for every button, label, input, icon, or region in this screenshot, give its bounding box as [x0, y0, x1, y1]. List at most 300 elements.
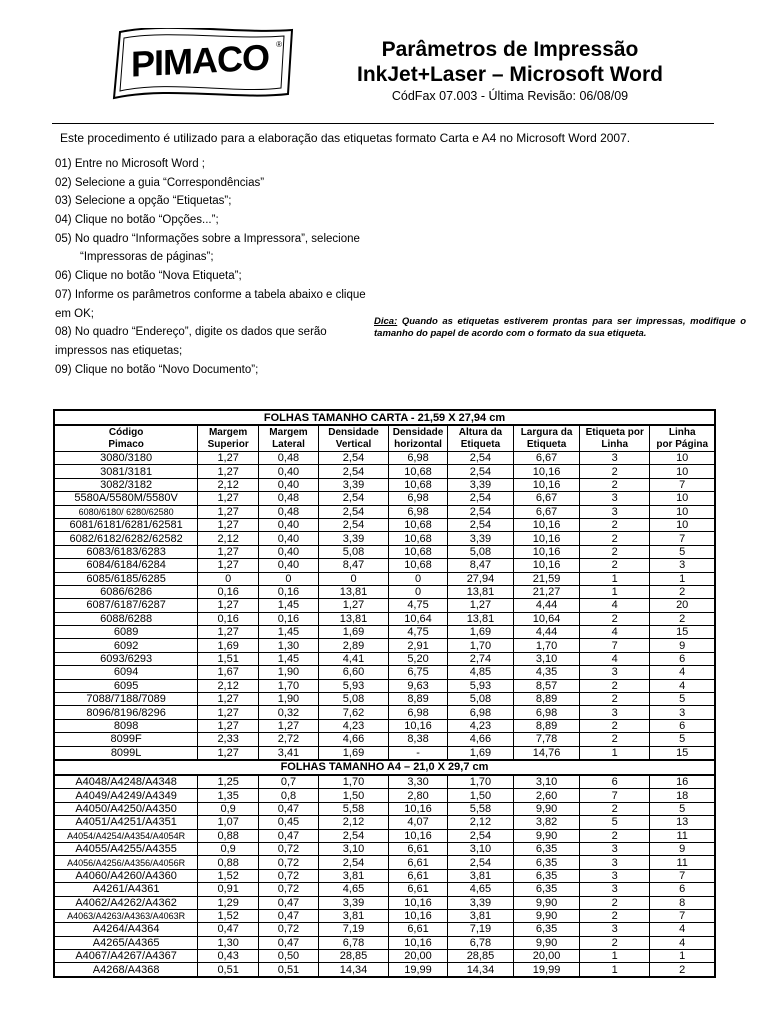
table-cell: 2,12 [198, 679, 259, 692]
table-cell: 0,48 [259, 452, 319, 465]
table-cell: 0,50 [259, 950, 319, 963]
table-cell: 0,47 [259, 936, 319, 949]
label-code-cell: A4060/A4260/A4360 [54, 869, 198, 882]
table-cell: 7 [580, 789, 650, 802]
tip-text: Quando as etiquetas estiverem prontas para ser impressas, modifique o tamanho do papel de acordo com o formato da sua etiqueta. [374, 316, 746, 339]
table-cell: 10,16 [514, 465, 580, 478]
table-cell: 2 [580, 693, 650, 706]
table-cell: 15 [650, 746, 715, 760]
table-row [54, 963, 715, 977]
table-row [54, 639, 715, 652]
table-cell: 2,54 [447, 829, 513, 842]
table-cell: 6,67 [514, 492, 580, 505]
table-row [54, 465, 715, 478]
table-cell: 7,62 [318, 706, 388, 719]
step-item: 02) Selecione a guia “Correspondências” [55, 176, 265, 189]
table-cell: 3,30 [389, 775, 448, 789]
table-row [54, 585, 715, 598]
label-code-cell: 6083/6183/6283 [54, 545, 198, 558]
table-cell: 3,39 [447, 896, 513, 909]
table-cell: 5,08 [318, 545, 388, 558]
table-cell: 10,16 [514, 478, 580, 491]
label-code-cell: A4265/A4365 [54, 936, 198, 949]
table-cell: 0,91 [198, 883, 259, 896]
table-cell: 0,8 [259, 789, 319, 802]
label-code-cell: A4062/A4262/A4362 [54, 896, 198, 909]
label-code-cell: 3082/3182 [54, 478, 198, 491]
table-cell: 10,16 [389, 909, 448, 922]
table-cell: 6,35 [514, 883, 580, 896]
table-cell: 1,27 [198, 545, 259, 558]
table-cell: 4,66 [447, 733, 513, 746]
table-cell: 6,61 [389, 842, 448, 855]
table-cell: 10,68 [389, 545, 448, 558]
table-cell: 5,08 [447, 545, 513, 558]
table-cell: 1,69 [198, 639, 259, 652]
table-cell: 1,69 [447, 626, 513, 639]
table-row [54, 869, 715, 882]
table-cell: 4 [580, 626, 650, 639]
table-row [54, 842, 715, 855]
table-row [54, 789, 715, 802]
step-item: “Impressoras de páginas”; [80, 251, 214, 264]
table-cell: 10 [650, 492, 715, 505]
page-title-line2: InkJet+Laser – Microsoft Word [357, 63, 663, 86]
table-cell: 3 [580, 706, 650, 719]
logo-text: PIMACO [131, 36, 269, 85]
table-cell: 0,48 [259, 492, 319, 505]
table-cell: 1,27 [198, 706, 259, 719]
table-cell: 2,54 [318, 856, 388, 869]
table-cell: 4 [580, 652, 650, 665]
step-item: 07) Informe os parâmetros conforme a tabela abaixo e clique [55, 288, 366, 301]
parameters-table [53, 409, 716, 978]
table-cell: 1,27 [198, 693, 259, 706]
table-cell: 8,89 [514, 719, 580, 732]
table-cell: 2,74 [447, 652, 513, 665]
column-header-line: Vertical [335, 438, 372, 450]
table-cell: 3,10 [514, 652, 580, 665]
table-cell: 1,27 [198, 465, 259, 478]
table-cell: 0,72 [259, 856, 319, 869]
table-cell: 1,07 [198, 816, 259, 829]
table-cell: 2,54 [447, 452, 513, 465]
table-cell: 3,81 [318, 869, 388, 882]
table-cell: 0,72 [259, 883, 319, 896]
table-cell: 3 [650, 706, 715, 719]
table-cell: 0,16 [198, 612, 259, 625]
table-row [54, 559, 715, 572]
column-header-line: Largura da [520, 426, 573, 438]
table-row [54, 492, 715, 505]
table-cell: 2,12 [198, 532, 259, 545]
table-cell: 2,72 [259, 733, 319, 746]
table-cell: 0,40 [259, 478, 319, 491]
table-cell: 20 [650, 599, 715, 612]
label-code-cell: 6082/6182/6282/62582 [54, 532, 198, 545]
table-cell: 3 [580, 666, 650, 679]
table-cell: 3 [650, 559, 715, 572]
table-cell: 2 [580, 719, 650, 732]
label-code-cell: 6088/6288 [54, 612, 198, 625]
table-cell: 2,54 [447, 505, 513, 518]
table-cell: 2,54 [318, 465, 388, 478]
table-cell: 21,59 [514, 572, 580, 585]
column-header-line: Pimaco [108, 438, 144, 450]
table-cell: 1,27 [198, 599, 259, 612]
table-cell: 0,72 [259, 923, 319, 936]
label-code-cell: 6080/6180/ 6280/62580 [54, 505, 198, 518]
table-cell: 6,61 [389, 883, 448, 896]
table-cell: 0,9 [198, 802, 259, 815]
step-item: 01) Entre no Microsoft Word ; [55, 158, 205, 170]
table-cell: 6,35 [514, 842, 580, 855]
steps-list [55, 155, 375, 379]
table-cell: 2 [580, 612, 650, 625]
label-code-cell: 8099L [54, 746, 198, 760]
table-cell: 20,00 [514, 950, 580, 963]
table-cell: 8,89 [389, 693, 448, 706]
table-cell: 7 [650, 869, 715, 882]
table-cell: 1,51 [198, 652, 259, 665]
table-cell: 10,68 [389, 465, 448, 478]
table-cell: 0,47 [259, 909, 319, 922]
column-header [447, 425, 513, 452]
table-cell: 10,16 [389, 936, 448, 949]
document-code: CódFax 07.003 - Última Revisão: 06/08/09 [391, 89, 629, 103]
table-cell: 5,08 [318, 693, 388, 706]
table-cell: 3,39 [318, 478, 388, 491]
step-item: impressos nas etiquetas; [55, 344, 183, 357]
table-cell: 1,70 [447, 775, 513, 789]
header-divider [52, 123, 714, 124]
table-cell: 0,43 [198, 950, 259, 963]
table-cell: 0,40 [259, 465, 319, 478]
table-cell: 1,27 [198, 626, 259, 639]
table-cell: 2 [580, 802, 650, 815]
table-cell: 14,76 [514, 746, 580, 760]
table-cell: 6 [650, 719, 715, 732]
table-row [54, 452, 715, 465]
tip-box [374, 316, 746, 340]
intro-text: Este procedimento é utilizado para a elaboração das etiquetas formato Carta e A4 no Microsoft Word 2007. [60, 131, 631, 145]
column-header-line: Linha [601, 438, 629, 450]
table-cell: 2,54 [318, 829, 388, 842]
column-header [514, 425, 580, 452]
table-cell: 2,54 [318, 518, 388, 531]
table-cell: 5,58 [447, 802, 513, 815]
table-cell: 1 [580, 950, 650, 963]
table-cell: 1 [580, 963, 650, 977]
table-cell: 0,40 [259, 518, 319, 531]
table-cell: 6,75 [389, 666, 448, 679]
table-cell: 2,54 [318, 492, 388, 505]
table-cell: 5 [580, 816, 650, 829]
table-cell: 19,99 [514, 963, 580, 977]
table-cell: 3,10 [318, 842, 388, 855]
table-cell: 1,27 [259, 719, 319, 732]
step-item: 04) Clique no botão “Opções...”; [55, 214, 219, 227]
table-cell: 8,57 [514, 679, 580, 692]
table-cell: 0,72 [259, 869, 319, 882]
table-cell: 2 [580, 545, 650, 558]
table-cell: 1,30 [198, 936, 259, 949]
table-cell: 3,39 [447, 532, 513, 545]
table-cell: 5 [650, 733, 715, 746]
table-cell: 2,54 [447, 518, 513, 531]
table-cell: 1,25 [198, 775, 259, 789]
table-cell: 0,7 [259, 775, 319, 789]
table-row [54, 746, 715, 760]
table-cell: 1,45 [259, 626, 319, 639]
table-row [54, 775, 715, 789]
column-header [580, 425, 650, 452]
table-row [54, 612, 715, 625]
table-cell: 1,52 [198, 869, 259, 882]
table-cell: - [389, 746, 448, 760]
label-code-cell: A4049/A4249/A4349 [54, 789, 198, 802]
table-cell: 7,19 [447, 923, 513, 936]
table-cell: 2 [580, 518, 650, 531]
table-cell: 19,99 [389, 963, 448, 977]
table-cell: 1,27 [198, 505, 259, 518]
table-row [54, 679, 715, 692]
table-cell: 2 [580, 532, 650, 545]
table-cell: 3 [580, 505, 650, 518]
table-cell: 2,54 [318, 452, 388, 465]
table-cell: 2 [650, 612, 715, 625]
table-cell: 6,78 [447, 936, 513, 949]
table-cell: 3 [580, 883, 650, 896]
table-cell: 3 [580, 452, 650, 465]
table-cell: 2 [650, 963, 715, 977]
table-cell: 8,47 [447, 559, 513, 572]
table-cell: 8,89 [514, 693, 580, 706]
table-cell: 13 [650, 816, 715, 829]
table-cell: 3 [580, 869, 650, 882]
table-cell: 9,90 [514, 936, 580, 949]
table-cell: 0,40 [259, 559, 319, 572]
column-header [318, 425, 388, 452]
table-cell: 0 [389, 585, 448, 598]
table-row [54, 626, 715, 639]
table-row [54, 719, 715, 732]
column-header-line: Etiqueta [526, 438, 567, 450]
table-cell: 1,27 [198, 492, 259, 505]
table-cell: 6,35 [514, 923, 580, 936]
table-cell: 7 [650, 532, 715, 545]
page-title-line1: Parâmetros de Impressão [381, 38, 639, 61]
column-header-line: horizontal [394, 438, 442, 450]
column-header [259, 425, 319, 452]
table-cell: 9,63 [389, 679, 448, 692]
table-cell: 2,60 [514, 789, 580, 802]
table-cell: 6,67 [514, 505, 580, 518]
table-cell: 2 [580, 896, 650, 909]
table-cell: 5 [650, 802, 715, 815]
table-cell: 1,45 [259, 652, 319, 665]
table-cell: 3,39 [318, 896, 388, 909]
table-cell: 2 [580, 909, 650, 922]
label-code-cell: 5580A/5580M/5580V [54, 492, 198, 505]
table-cell: 1,35 [198, 789, 259, 802]
table-cell: 4,07 [389, 816, 448, 829]
table-cell: 2,54 [447, 856, 513, 869]
table-cell: 1,70 [259, 679, 319, 692]
label-code-cell: A4264/A4364 [54, 923, 198, 936]
table-cell: 7,78 [514, 733, 580, 746]
table-cell: 6,98 [389, 505, 448, 518]
column-header [389, 425, 448, 452]
table-row [54, 599, 715, 612]
table-cell: 1,27 [198, 518, 259, 531]
table-cell: 0,88 [198, 829, 259, 842]
table-row [54, 652, 715, 665]
label-code-cell: A4048/A4248/A4348 [54, 775, 198, 789]
table-cell: 3,81 [447, 909, 513, 922]
table-row [54, 666, 715, 679]
table-cell: 4,66 [318, 733, 388, 746]
table-cell: 2,12 [198, 478, 259, 491]
table-cell: 10,68 [389, 518, 448, 531]
table-cell: 10,16 [514, 532, 580, 545]
table-cell: 6,61 [389, 869, 448, 882]
table-cell: 1,27 [198, 719, 259, 732]
table-cell: 0,9 [198, 842, 259, 855]
column-header-line: Lateral [272, 438, 305, 450]
table-cell: 4,23 [447, 719, 513, 732]
table-cell: 3,39 [318, 532, 388, 545]
table-cell: 10,68 [389, 559, 448, 572]
step-item: 06) Clique no botão “Nova Etiqueta”; [55, 270, 242, 283]
table-cell: 10 [650, 465, 715, 478]
table-cell: 10,16 [389, 719, 448, 732]
label-code-cell: A4268/A4368 [54, 963, 198, 977]
table-cell: 10,16 [514, 545, 580, 558]
table-cell: 28,85 [447, 950, 513, 963]
table-cell: 0,47 [198, 923, 259, 936]
table-cell: 3 [580, 492, 650, 505]
table-cell: 2,54 [447, 492, 513, 505]
table-cell: 4,35 [514, 666, 580, 679]
table-cell: 13,81 [447, 585, 513, 598]
table-cell: 10,64 [389, 612, 448, 625]
column-header-line: Etiqueta por [585, 426, 644, 438]
table-cell: 6,35 [514, 856, 580, 869]
label-code-cell: A4050/A4250/A4350 [54, 802, 198, 815]
column-header-line: Superior [207, 438, 249, 450]
column-header-line: Altura da [458, 426, 503, 438]
pimaco-logo [108, 28, 298, 102]
label-code-cell: 8096/8196/8296 [54, 706, 198, 719]
table-cell: 1,27 [318, 599, 388, 612]
table-cell: 0 [198, 572, 259, 585]
table-cell: 2 [580, 559, 650, 572]
column-header-line: Linha [668, 426, 696, 438]
table-cell: 6,98 [447, 706, 513, 719]
table-cell: 2,54 [447, 465, 513, 478]
table-cell: 21,27 [514, 585, 580, 598]
column-header-line: Margem [208, 426, 248, 438]
table-cell: 2 [580, 733, 650, 746]
table-cell: 9 [650, 639, 715, 652]
label-code-cell: A4261/A4361 [54, 883, 198, 896]
table-cell: 10,16 [514, 518, 580, 531]
label-code-cell: 6092 [54, 639, 198, 652]
label-code-cell: A4056/A4256/A4356/A4056R [54, 856, 198, 869]
table-cell: 8,47 [318, 559, 388, 572]
label-code-cell: 7088/7188/7089 [54, 693, 198, 706]
table-cell: 2,91 [389, 639, 448, 652]
table-row [54, 532, 715, 545]
table-cell: 0 [318, 572, 388, 585]
table-cell: 6 [580, 775, 650, 789]
table-cell: 28,85 [318, 950, 388, 963]
table-cell: 6 [650, 883, 715, 896]
table-row [54, 923, 715, 936]
label-code-cell: 8099F [54, 733, 198, 746]
section-a4-title: FOLHAS TAMANHO A4 – 21,0 X 29,7 cm [54, 760, 715, 775]
table-cell: 9,90 [514, 909, 580, 922]
table-cell: 3 [580, 842, 650, 855]
table-cell: 1 [580, 746, 650, 760]
table-cell: 1,69 [318, 746, 388, 760]
table-cell: 6,61 [389, 856, 448, 869]
table-cell: 20,00 [389, 950, 448, 963]
table-cell: 1,27 [198, 559, 259, 572]
table-cell: 2 [580, 465, 650, 478]
label-code-cell: 6086/6286 [54, 585, 198, 598]
table-row [54, 883, 715, 896]
table-cell: 3,81 [447, 869, 513, 882]
table-cell: 9,90 [514, 829, 580, 842]
label-code-cell: A4051/A4251/A4351 [54, 816, 198, 829]
table-cell: 6,98 [389, 452, 448, 465]
table-cell: 3,82 [514, 816, 580, 829]
table-row [54, 950, 715, 963]
table-cell: 0,47 [259, 829, 319, 842]
table-row [54, 733, 715, 746]
column-header-line: Densidade [392, 426, 444, 438]
table-cell: 1 [650, 950, 715, 963]
table-cell: 4 [580, 599, 650, 612]
table-cell: 13,81 [318, 585, 388, 598]
table-cell: 5,08 [447, 693, 513, 706]
table-cell: 4,65 [447, 883, 513, 896]
table-cell: 0,47 [259, 802, 319, 815]
table-cell: 15 [650, 626, 715, 639]
table-cell: 5 [650, 545, 715, 558]
table-cell: 2 [580, 679, 650, 692]
table-cell: 1,50 [318, 789, 388, 802]
table-cell: 10,16 [389, 896, 448, 909]
column-header-line: Etiqueta [460, 438, 501, 450]
step-item: 03) Selecione a opção “Etiquetas”; [55, 195, 232, 208]
table-cell: 3 [580, 856, 650, 869]
table-cell: 1,69 [318, 626, 388, 639]
column-header [54, 425, 198, 452]
table-cell: 9,90 [514, 802, 580, 815]
table-cell: 10,64 [514, 612, 580, 625]
table-cell: 4 [650, 923, 715, 936]
table-cell: 1,70 [447, 639, 513, 652]
table-cell: 4,75 [389, 626, 448, 639]
table-cell: 0 [389, 572, 448, 585]
table-cell: 1,70 [514, 639, 580, 652]
table-header-row [54, 425, 715, 452]
table-cell: 1,45 [259, 599, 319, 612]
table-cell: 11 [650, 856, 715, 869]
